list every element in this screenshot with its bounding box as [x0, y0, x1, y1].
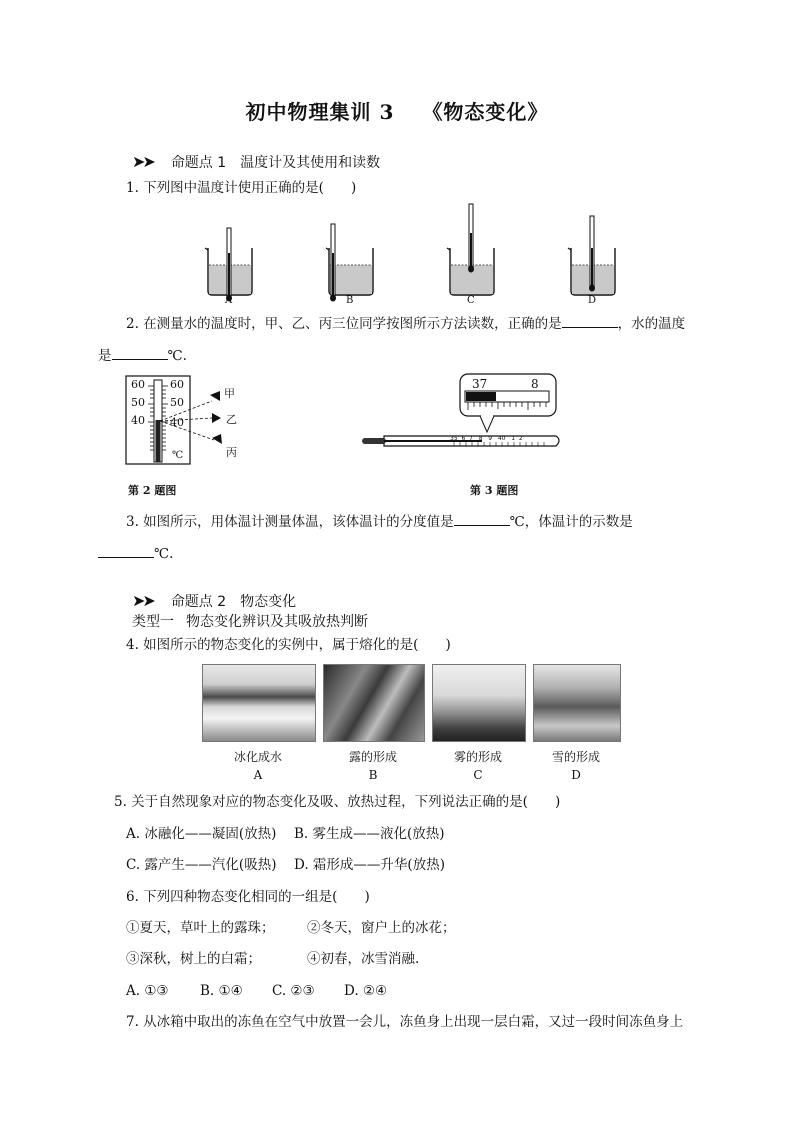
question-6: 6. 下列四种物态变化相同的一组是( ) [126, 889, 370, 905]
photo-letter-d: D [571, 768, 581, 782]
tick-right-40: 40 [170, 416, 184, 429]
tick-left-40: 40 [131, 414, 145, 427]
observer-jia: 甲 [224, 387, 235, 400]
observer-bing: 丙 [226, 446, 237, 459]
q6-item-2: ②冬天，窗户上的冰花； [307, 920, 456, 936]
beaker-d-diagram [568, 216, 615, 295]
q6-option-d: D. ②④ [344, 983, 388, 999]
q2-text-a: 2. 在测量水的温度时，甲、乙、丙三位同学按图所示方法读数，正确的是 [126, 316, 562, 332]
question-7: 7. 从冰箱中取出的冻鱼在空气中放置一会儿，冻鱼身上出现一层白霜，又过一段时间冻鱼身上 [126, 1014, 684, 1030]
observer-yi: 乙 [226, 413, 237, 426]
section-heading-2 [132, 591, 296, 611]
section-text: 物态变化 [240, 594, 297, 610]
type-heading [132, 611, 368, 631]
photo-caption-a: 冰化成水 [233, 750, 282, 764]
title-sub: 《物态变化》 [422, 100, 549, 124]
photo-caption-c: 雾的形成 [453, 750, 502, 764]
beaker-c-diagram [447, 204, 494, 295]
photo-caption-b: 露的形成 [348, 750, 397, 764]
section-label: 命题点 1 [170, 155, 227, 171]
unit-celsius: ℃ [172, 450, 184, 461]
double-arrow-icon: ➤➤ [132, 591, 153, 610]
q3-text-a: 3. 如图所示，用体温计测量体温，该体温计的分度值是 [126, 514, 454, 530]
photo-caption-d: 雪的形成 [551, 750, 600, 764]
type-text: 物态变化辨识及其吸放热判断 [186, 614, 368, 630]
q3-text-b: ℃，体温计的示数是 [509, 514, 633, 530]
q6-option-b: B. ①④ [200, 983, 243, 999]
q6-item-4: ④初春，冰雪消融. [307, 951, 420, 967]
section-label: 命题点 2 [170, 594, 227, 610]
q2-text-d: ℃. [167, 348, 187, 364]
beaker-figures [190, 198, 620, 310]
photo-dew-forming [323, 664, 425, 742]
option-label-b: B [346, 295, 354, 306]
answer-blank[interactable] [98, 544, 154, 558]
figure-2-caption: 第 2 题图 [128, 484, 177, 497]
page-title [0, 96, 794, 125]
q6-option-c: C. ②③ [272, 983, 315, 999]
section-text: 温度计及其使用和读数 [240, 155, 381, 171]
q6-item-1: ①夏天，草叶上的露珠； [126, 920, 275, 936]
photo-ice-melting [202, 664, 316, 742]
q2-text-c: 是 [98, 348, 112, 364]
option-label-c: C [467, 295, 475, 306]
question-3 [126, 512, 633, 531]
question-1: 1. 下列图中温度计使用正确的是( ) [126, 180, 357, 196]
q2-text-b: ，水的温度 [617, 316, 686, 332]
q3-text-c: ℃. [154, 546, 174, 562]
tick-right-50: 50 [170, 396, 184, 409]
option-label-d: D [588, 295, 597, 306]
thermometer-scale: 35 6 7 8 9 40 1 2 [450, 435, 523, 442]
photo-fog-forming [432, 664, 526, 742]
answer-blank[interactable] [454, 512, 510, 526]
question-3-line-2 [98, 544, 173, 563]
question-2 [126, 314, 685, 333]
question-4: 4. 如图所示的物态变化的实例中，属于熔化的是( ) [126, 637, 451, 653]
beaker-b-diagram [326, 224, 373, 302]
double-arrow-icon: ➤➤ [132, 152, 153, 171]
option-label-a: A [225, 295, 233, 306]
tick-right-60: 60 [170, 378, 184, 391]
q6-option-a: A. ①③ [126, 983, 169, 999]
tick-left-60: 60 [131, 378, 145, 391]
answer-blank[interactable] [112, 346, 168, 360]
answer-blank[interactable] [562, 314, 618, 328]
figure-3-caption: 第 3 题图 [470, 484, 519, 497]
photo-snow-forming [533, 664, 621, 742]
photo-letter-a: A [253, 768, 263, 782]
beaker-a-diagram [205, 228, 252, 302]
question-2-line-2 [98, 346, 187, 365]
q6-item-3: ③深秋，树上的白霜； [126, 951, 261, 967]
photo-letter-c: C [473, 768, 483, 782]
magnifier-label-37: 37 [472, 377, 488, 391]
magnifier-label-8: 8 [531, 377, 539, 391]
section-heading-1 [132, 152, 380, 172]
tick-left-50: 50 [131, 396, 145, 409]
title-main: 初中物理集训 3 [245, 100, 395, 124]
q5-option-d: D. 霜形成——升华(放热) [294, 857, 445, 873]
photo-letter-b: B [368, 768, 378, 782]
type-label: 类型一 [132, 614, 174, 630]
q5-option-a: A. 冰融化——凝固(放热) [126, 826, 277, 842]
question-5: 5. 关于自然现象对应的物态变化及吸、放热过程，下列说法正确的是( ) [114, 794, 561, 810]
q5-option-c: C. 露产生——汽化(吸热) [126, 857, 277, 873]
q5-option-b: B. 雾生成——液化(放热) [294, 826, 445, 842]
